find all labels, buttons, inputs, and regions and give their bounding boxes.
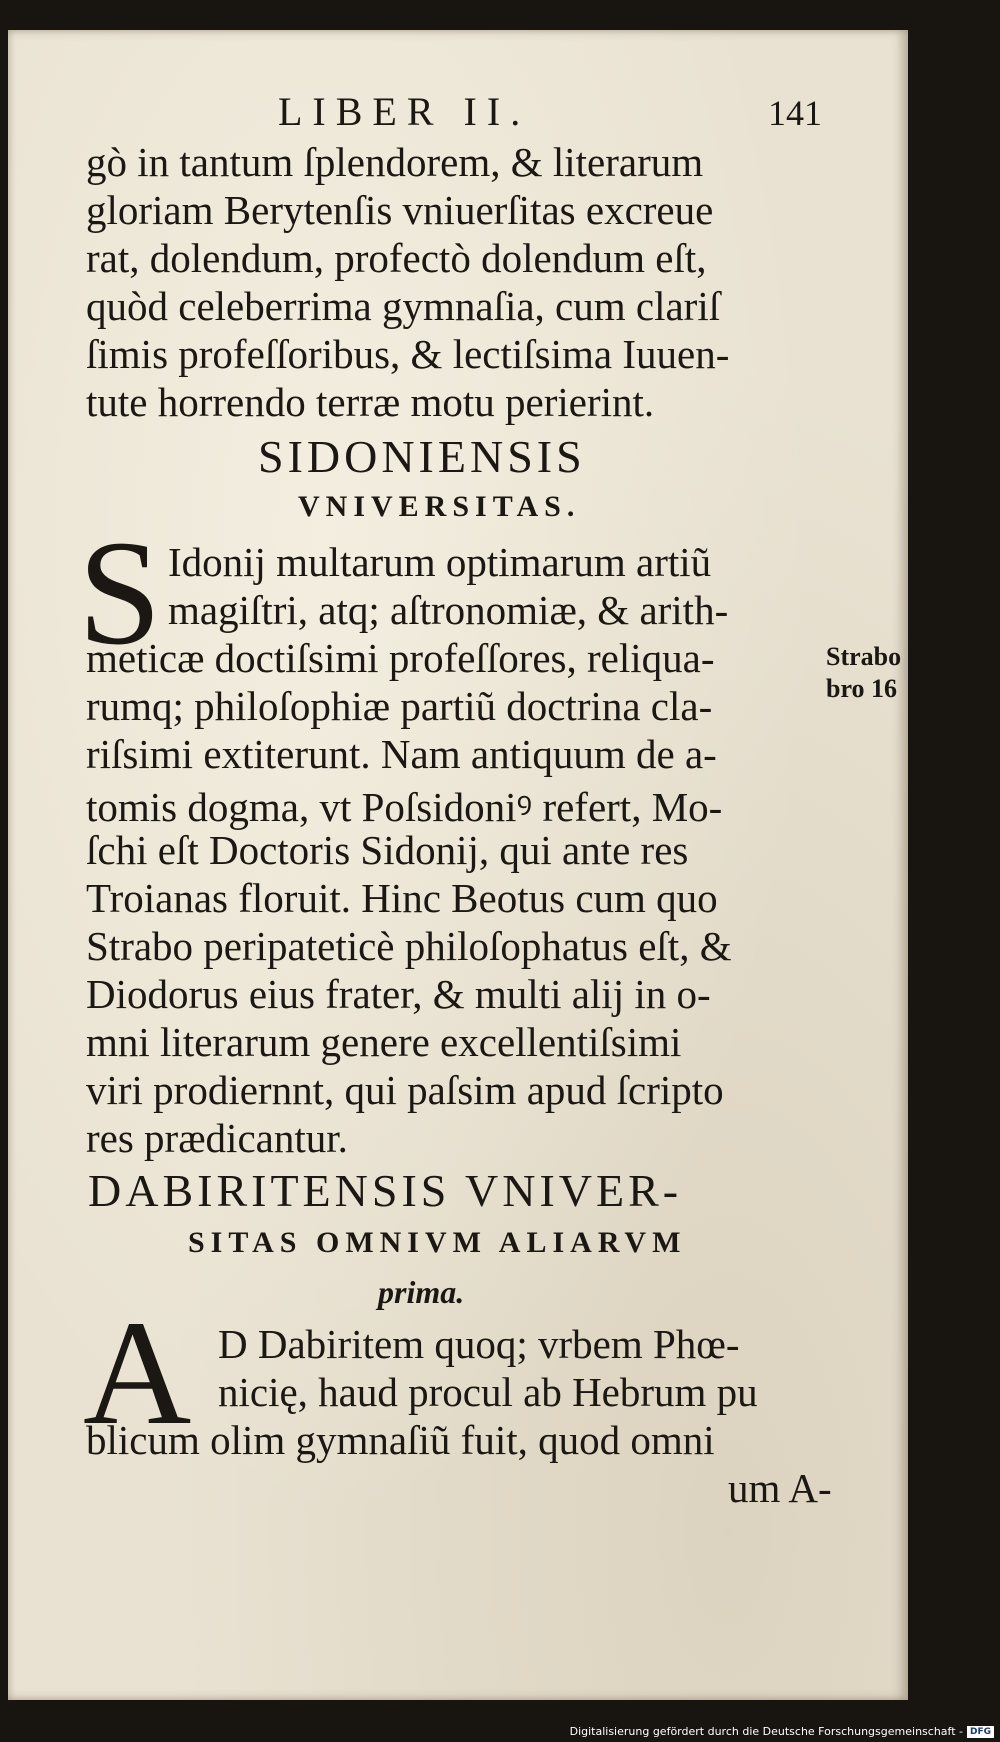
section-subheading: SITAS OMNIVM ALIARVM — [188, 1226, 687, 1259]
section-subheading: prima. — [378, 1274, 465, 1310]
text-line: riſsimi extiterunt. Nam antiquum de a- — [86, 731, 717, 777]
text-line: Diodorus eius frater, & multi alij in o- — [86, 971, 711, 1017]
section-heading: SIDONIENSIS — [258, 431, 586, 482]
drop-capital: A — [83, 1290, 192, 1456]
text-line: quòd celeberrima gymnaſia, cum clariſ — [86, 283, 721, 329]
page-number: 141 — [768, 93, 822, 133]
text-line: blicum olim gymnaſiũ fuit, quod omni — [86, 1417, 715, 1463]
text-line: viri prodiernnt, qui paſsim apud ſcripto — [86, 1067, 724, 1113]
catchword: um A- — [728, 1465, 832, 1511]
drop-capital: S — [78, 510, 162, 676]
digitization-credit — [570, 1725, 994, 1738]
dfg-logo: DFG — [967, 1726, 994, 1738]
credit-text: Digitalisierung gefördert durch die Deutsche Forschungsgemeinschaft - — [569, 1725, 963, 1738]
text-line: Strabo peripateticè philoſophatus eſt, & — [86, 923, 732, 969]
section-subheading: VNIVERSITAS. — [298, 490, 581, 523]
running-head: LIBER II. — [278, 89, 531, 134]
text-line: meticæ doctiſsimi profeſſores, reliqua- — [86, 635, 715, 681]
text-line: rumq; philoſophiæ partiũ doctrina cla- — [86, 683, 713, 729]
text-line: Idonij multarum optimarum artiũ — [168, 539, 712, 585]
text-line: ſchi eſt Doctoris Sidonij, qui ante res — [86, 827, 689, 873]
text-line: tute horrendo terræ motu perierint. — [86, 379, 655, 425]
text-line: D Dabiritem quoq; vrbem Phœ- — [218, 1321, 740, 1367]
text-line: nicię, haud procul ab Hebrum pu — [218, 1369, 758, 1415]
margin-note: Strabo — [826, 642, 902, 671]
text-line: ſimis profeſſoribus, & lectiſsima Iuuen- — [86, 331, 730, 377]
text-line: magiſtri, atq; aſtronomiæ, & arith- — [168, 587, 729, 633]
text-line: rat, dolendum, profectò dolendum eſt, — [86, 235, 707, 281]
text-line: mni literarum genere excellentiſsimi — [86, 1019, 682, 1065]
margin-note: bro 16 — [826, 674, 898, 703]
book-page — [8, 30, 908, 1700]
text-line: Troianas floruit. Hinc Beotus cum quo — [86, 875, 718, 921]
text-line: gò in tantum ſplendorem, & literarum — [86, 139, 704, 185]
text-line: res prædicantur. — [86, 1115, 348, 1161]
text-line: tomis dogma, vt Poſsidoniꝰ refert, Mo- — [86, 784, 723, 830]
section-heading: DABIRITENSIS VNIVER- — [88, 1165, 683, 1216]
text-line: gloriam Berytenſis vniuerſitas excreue — [86, 187, 714, 233]
